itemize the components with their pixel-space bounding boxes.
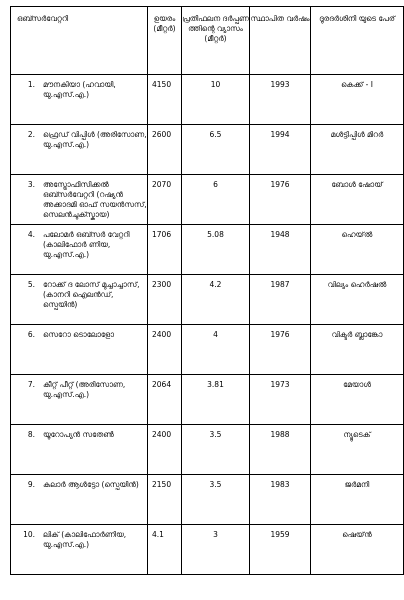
cell-year: 1973 <box>250 375 311 425</box>
observatory-name: മൗനകിയാ (ഹവായി, യു.എസ്.എ.) <box>43 80 116 99</box>
cell-telescope: ഷെയ്ൻ <box>311 525 404 575</box>
cell-year: 1993 <box>250 75 311 125</box>
cell-altitude: 2300 <box>148 275 182 325</box>
cell-mirror-diameter: 4.2 <box>182 275 250 325</box>
header-telescope: ദൂരദർശിനി യുടെ പേര് <box>311 7 404 75</box>
observatory-name: കലാർ ആൾട്ടോ (സ്പെയിൻ) <box>43 480 139 489</box>
observatory-name: സെറോ ടൊലോളോ <box>43 330 115 339</box>
observatory-name: ലിക് (കാലിഫോർണിയ, യു.എസ്.എ.) <box>43 530 127 549</box>
row-number: 3. <box>27 180 35 189</box>
cell-mirror-diameter: 5.08 <box>182 225 250 275</box>
table-row <box>11 275 404 325</box>
cell-year: 1976 <box>250 175 311 225</box>
cell-altitude: 1706 <box>148 225 182 275</box>
cell-mirror-diameter: 3 <box>182 525 250 575</box>
observatory-name: പലോമർ ഒബ്സർ വേറ്ററി (കാലിഫോർ ണിയ, യു.എസ്.എ.) <box>43 230 130 259</box>
cell-observatory <box>11 475 148 525</box>
cell-observatory <box>11 175 148 225</box>
table-row <box>11 425 404 475</box>
table-row <box>11 125 404 175</box>
table-row <box>11 525 404 575</box>
cell-altitude: 2400 <box>148 425 182 475</box>
row-number: 2. <box>27 130 35 139</box>
row-number: 5. <box>27 280 35 289</box>
cell-altitude: 2600 <box>148 125 182 175</box>
observatory-table-container <box>10 6 395 590</box>
cell-year: 1983 <box>250 475 311 525</box>
cell-mirror-diameter: 3.5 <box>182 475 250 525</box>
cell-telescope: വിക്ടർ ബ്ലാങ്കോ <box>311 325 404 375</box>
cell-mirror-diameter: 3.5 <box>182 425 250 475</box>
table-row <box>11 175 404 225</box>
cell-observatory <box>11 425 148 475</box>
cell-telescope: വില്യം ഹെർഷൽ <box>311 275 404 325</box>
cell-year: 1994 <box>250 125 311 175</box>
row-number: 10. <box>23 530 35 539</box>
cell-altitude: 2400 <box>148 325 182 375</box>
table-row <box>11 375 404 425</box>
cell-mirror-diameter: 3.81 <box>182 375 250 425</box>
row-number: 1. <box>27 80 35 89</box>
cell-mirror-diameter: 6 <box>182 175 250 225</box>
cell-year: 1959 <box>250 525 311 575</box>
header-year: സ്ഥാപിത വർഷം <box>250 7 311 75</box>
cell-year: 1987 <box>250 275 311 325</box>
cell-altitude: 4.1 <box>148 525 182 575</box>
cell-telescope: കെക്ക് - I <box>311 75 404 125</box>
cell-altitude: 2064 <box>148 375 182 425</box>
table-row <box>11 475 404 525</box>
cell-mirror-diameter: 6.5 <box>182 125 250 175</box>
cell-observatory <box>11 525 148 575</box>
cell-telescope: മൾട്ടിപ്പിൾ മിറർ <box>311 125 404 175</box>
cell-observatory <box>11 75 148 125</box>
observatory-name: റോക്ക് ദ ലോസ് മുച്ചാച്ചാസ്, (കാനറി ഐലൻഡ്, സ്പെയിൻ) <box>43 280 140 309</box>
row-number: 7. <box>27 380 35 389</box>
cell-telescope: ജർമനി <box>311 475 404 525</box>
table-row <box>11 325 404 375</box>
header-observatory: ഒബ്സർവേറ്ററി <box>11 7 148 75</box>
observatory-name: യൂറോപ്യൻ സതേൺ <box>43 430 114 439</box>
header-row <box>11 7 404 75</box>
cell-altitude: 4150 <box>148 75 182 125</box>
cell-mirror-diameter: 4 <box>182 325 250 375</box>
cell-year: 1988 <box>250 425 311 475</box>
cell-telescope: ഹെയ്ൽ <box>311 225 404 275</box>
cell-year: 1948 <box>250 225 311 275</box>
cell-altitude: 2070 <box>148 175 182 225</box>
cell-year: 1976 <box>250 325 311 375</box>
cell-observatory <box>11 325 148 375</box>
cell-observatory <box>11 125 148 175</box>
cell-observatory <box>11 375 148 425</box>
row-number: 8. <box>27 430 35 439</box>
header-altitude: ഉയരം (മീറ്റർ) <box>148 7 182 75</box>
table-row <box>11 225 404 275</box>
cell-mirror-diameter: 10 <box>182 75 250 125</box>
header-mirror-diameter: പ്രതിഫലന ദർപ്പണ ത്തിന്റെ വ്യാസം (മീറ്റർ) <box>182 7 250 75</box>
table-body <box>11 75 404 575</box>
observatory-name: അസ്ട്രോഫിസിക്കൽ ഒബ്സർവേറ്ററി (റഷ്യൻ അക്കാദമി ഓഫ് സയൻസസ്, സെലൻചുക്സ്കായ) <box>43 180 147 219</box>
row-number: 9. <box>27 480 35 489</box>
row-number: 4. <box>27 230 35 239</box>
cell-altitude: 2150 <box>148 475 182 525</box>
observatory-table <box>10 6 404 575</box>
observatory-name: ഫ്രെഡ് വിപ്പിൾ (അരിസോണ, യു.എസ്.എ.) <box>43 130 147 149</box>
table-row <box>11 75 404 125</box>
cell-observatory <box>11 275 148 325</box>
row-number: 6. <box>27 330 35 339</box>
cell-telescope: മേയാൾ <box>311 375 404 425</box>
cell-observatory <box>11 225 148 275</box>
cell-telescope: ബോൾ ഷോയ് <box>311 175 404 225</box>
observatory-name: കീറ്റ് പീറ്റ് (അരിസോണ, യു.എസ്.എ.) <box>43 380 126 399</box>
cell-telescope: ന്യൂടെക് <box>311 425 404 475</box>
